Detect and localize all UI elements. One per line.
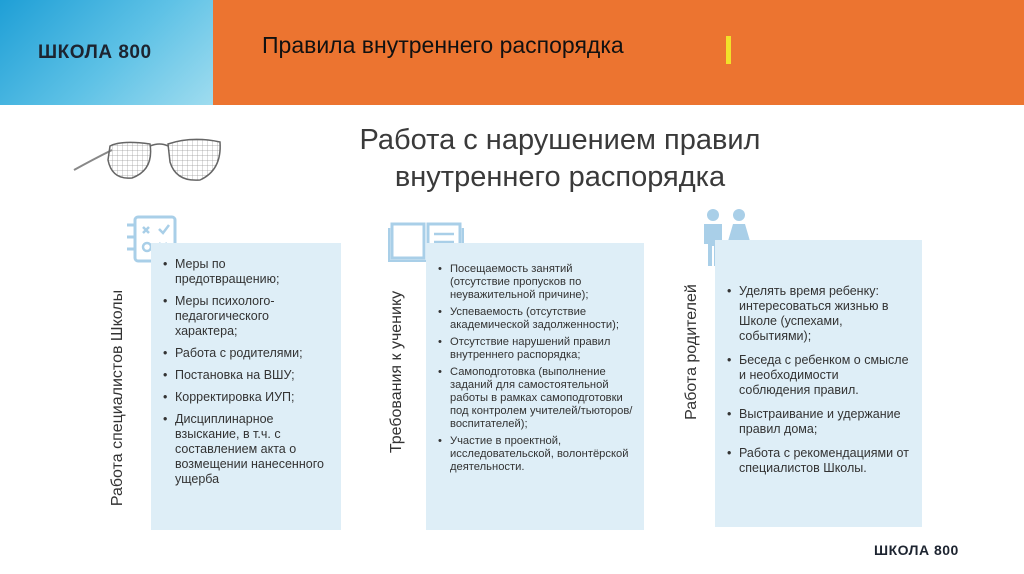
list-item: • Успеваемость (отсутствие академической задолженности); bbox=[438, 306, 634, 332]
list-item: • Участие в проектной, исследовательской, волонтёрской деятельности. bbox=[438, 435, 634, 474]
list-item: • Посещаемость занятий (отсутствие пропусков по неуважительной причине); bbox=[438, 263, 634, 302]
list-item: • Дисциплинарное взыскание, в т.ч. с составлением акта о возмещении нанесенного ущерба bbox=[163, 412, 331, 487]
list-item: • Постановка на ВШУ; bbox=[163, 368, 331, 383]
panel-specialists bbox=[151, 243, 341, 530]
panel-student bbox=[426, 243, 644, 530]
column-label-specialists: Работа специалистов Школы bbox=[109, 289, 126, 507]
list-item: • Работа с рекомендациями от специалистов Школы. bbox=[727, 446, 912, 476]
main-title bbox=[250, 122, 870, 196]
list-item: • Меры психолого-педагогического характера; bbox=[163, 294, 331, 339]
column-label-parents: Работа родителей bbox=[683, 284, 700, 420]
panel-parents bbox=[715, 240, 922, 527]
main-title-line-2: внутреннего распорядка bbox=[394, 161, 726, 193]
list-item: • Меры по предотвращению; bbox=[163, 257, 331, 287]
logo-block bbox=[0, 0, 213, 105]
list-item: • Работа с родителями; bbox=[163, 346, 331, 361]
list-item: • Отсутствие нарушений правил внутреннего распорядка; bbox=[438, 336, 634, 362]
list-item: • Уделять время ребенку: интересоваться жизнью в Школе (успехами, событиями); bbox=[727, 284, 912, 344]
text-cursor bbox=[726, 36, 731, 64]
list-item: • Самоподготовка (выполнение заданий для самостоятельной работы в рамках самоподготовки под контролем учителей/тьюторов/воспитателей); bbox=[438, 366, 634, 431]
list-item: • Выстраивание и удержание правил дома; bbox=[727, 407, 912, 437]
main-title-line-1: Работа с нарушением правил bbox=[359, 124, 761, 156]
slide-header bbox=[0, 0, 1024, 105]
list-item: • Беседа с ребенком о смысле и необходимости соблюдения правил. bbox=[727, 353, 912, 398]
list-item: • Корректировка ИУП; bbox=[163, 390, 331, 405]
glasses-icon bbox=[72, 130, 224, 192]
footer-logo: ШКОЛА 800 bbox=[874, 542, 959, 558]
school-logo: ШКОЛА 800 bbox=[38, 42, 152, 63]
slide-title: Правила внутреннего распорядка bbox=[262, 32, 624, 58]
column-label-student: Требования к ученику bbox=[388, 290, 405, 454]
